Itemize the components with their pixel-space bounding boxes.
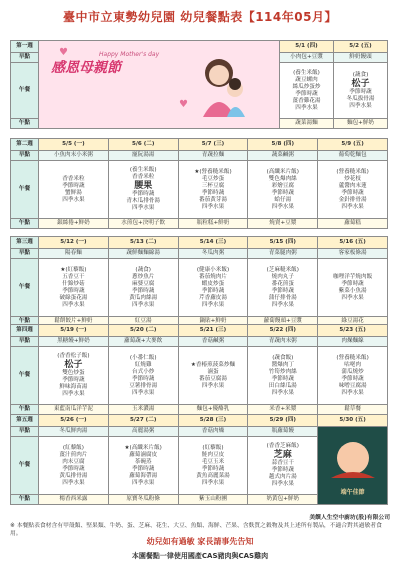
snack-cell: 冬瓜肉粥 bbox=[178, 249, 248, 259]
lunch-item: ★(高纖米片飯) bbox=[124, 444, 162, 451]
dragon-boat-illustration bbox=[325, 436, 381, 486]
lunch-item: 香香米粒 bbox=[132, 174, 155, 180]
snack-cell: 陽春麵 bbox=[39, 249, 109, 259]
row-label-snack: 早點 bbox=[11, 53, 39, 63]
lunch-item: 醬爆肉丁 bbox=[271, 361, 294, 368]
snack-cell: 青蔬肉末粥 bbox=[248, 337, 318, 347]
pm-snack-cell: 蘿蔔饅頭+豆漿 bbox=[248, 317, 318, 327]
lunch-item: 黃瓜排骨湯 bbox=[59, 472, 88, 479]
date-cell: 5/22 (四) bbox=[248, 325, 318, 337]
date-cell: 5/13 (二) bbox=[108, 237, 178, 249]
dragon-boat-picture bbox=[318, 427, 388, 505]
lunch-item: 松子 bbox=[351, 78, 370, 89]
snack-cell: 蔬菜鹹粥 bbox=[248, 151, 318, 161]
week-label: 第四週 bbox=[11, 325, 39, 337]
lunch-item: 蘆醬肉末蓮 bbox=[338, 182, 367, 189]
lunch-item: 松子 bbox=[64, 360, 83, 370]
lunch-item: (養生米飯) bbox=[293, 69, 320, 76]
lunch-item: 腰果 bbox=[134, 181, 153, 191]
festival-label: 端午佳節 bbox=[340, 488, 365, 496]
week-1-table bbox=[10, 40, 388, 129]
lunch-item: 季節時蔬 bbox=[341, 189, 364, 196]
pm-snack-cell: 東藍南瓜洋芋泥 bbox=[39, 405, 109, 415]
lunch-item: 季節時蔬 bbox=[132, 465, 155, 472]
week-label: 第五週 bbox=[11, 415, 39, 427]
lunch-item: 三杯豆腐 bbox=[201, 182, 225, 189]
lunch-cell bbox=[248, 347, 318, 405]
week-5-table bbox=[10, 414, 388, 505]
lunch-item: 青木瓜排骨湯 bbox=[126, 198, 160, 204]
lunch-item: 破綠蛋花湯 bbox=[59, 294, 88, 301]
lunch-item: 四季水果 bbox=[341, 203, 364, 210]
lunch-item: 香香米粒 bbox=[62, 175, 85, 182]
allergy-slogan: 幼兒如有過敏 家長請事先告知 bbox=[146, 537, 254, 546]
lunch-item: (紅藜飯) bbox=[202, 444, 224, 451]
snack-cell: 青菜腿肉粥 bbox=[248, 249, 318, 259]
lunch-item: 四季水果 bbox=[349, 102, 372, 109]
row-label-pm: 午點 bbox=[11, 219, 39, 229]
lunch-cell bbox=[39, 161, 109, 219]
lunch-item: (蔬食) bbox=[352, 71, 369, 78]
date-cell: 5/15 (四) bbox=[248, 237, 318, 249]
lunch-item: 季節時蔬 bbox=[201, 465, 225, 472]
lunch-item: 季節時蔬 bbox=[341, 280, 364, 287]
snack-cell: 瓶蘿蔔饅 bbox=[248, 427, 318, 437]
lunch-item: 蛤仔湯 bbox=[274, 196, 292, 203]
pm-snack-cell: 鍋貼+鮮奶 bbox=[178, 317, 248, 327]
date-cell: 5/19 (一) bbox=[39, 325, 109, 337]
lunch-item: 四季水果 bbox=[62, 196, 85, 203]
lunch-item: 蘿蔔滷腐皮 bbox=[129, 451, 158, 458]
lunch-item: (營養糙米飯) bbox=[336, 168, 369, 175]
lunch-item: 蒲瓜燒炒 bbox=[341, 368, 364, 375]
lunch-item: 四季水果 bbox=[271, 481, 294, 487]
lunch-item: (香香芝麻飯) bbox=[266, 443, 299, 449]
snack-cell: 黑糖饅+鮮奶 bbox=[39, 337, 109, 347]
pm-snack-cell: 鬆餅餃片+鮮奶 bbox=[39, 317, 109, 327]
pm-snack-cell: 玉米濃湯 bbox=[108, 405, 178, 415]
lunch-item: 四季水果 bbox=[271, 301, 294, 308]
lunch-item: 肉末豆腐 bbox=[62, 458, 85, 465]
date-cell: 5/6 (二) bbox=[108, 139, 178, 151]
lunch-item: 季節時蔬 bbox=[271, 467, 294, 473]
lunch-item: 蒜香豆干 bbox=[271, 460, 294, 466]
row-label-lunch: 午餐 bbox=[11, 161, 39, 219]
date-cell: 5/14 (三) bbox=[178, 237, 248, 249]
date-cell: 5/9 (五) bbox=[318, 139, 388, 151]
lunch-item: 燒肉丸子 bbox=[271, 273, 294, 280]
lunch-item: 台式小炒 bbox=[132, 368, 155, 375]
lunch-item: 四季水果 bbox=[62, 301, 85, 308]
lunch-item: 季節時蔬 bbox=[201, 287, 225, 294]
lunch-item: 番茄燒肉片 bbox=[199, 273, 227, 280]
snack-cell: 蔬鮮麵麵線湯 bbox=[108, 249, 178, 259]
lunch-cell bbox=[39, 437, 109, 495]
lunch-cell bbox=[178, 437, 248, 495]
lunch-item: 金針排骨湯 bbox=[338, 196, 367, 203]
lunch-item: (小番仁飯) bbox=[129, 354, 157, 361]
row-label-lunch: 午餐 bbox=[11, 347, 39, 405]
lunch-item: 季節時蔬 bbox=[62, 377, 85, 383]
lunch-item: 季節時蔬 bbox=[62, 182, 85, 189]
snack-cell: 小魚肉末小米粥 bbox=[39, 151, 109, 161]
lunch-item: 雙色炒蛋 bbox=[62, 370, 85, 376]
week-4-table bbox=[10, 324, 388, 415]
lunch-item: 四季水果 bbox=[132, 389, 155, 396]
pm-snack-cell: 瓶粒糕+鮮奶 bbox=[178, 219, 248, 229]
lunch-item: 田白絲瓜湯 bbox=[268, 382, 297, 389]
lunch-item: 季節時蔬 bbox=[295, 90, 318, 97]
lunch-cell bbox=[318, 161, 388, 219]
lunch-item: 季節時蔬 bbox=[271, 287, 294, 294]
date-cell: 5/7 (三) bbox=[178, 139, 248, 151]
lunch-item: 蘿蔔海帶湯 bbox=[129, 472, 158, 479]
lunch-item: 咕咾肉 bbox=[344, 361, 361, 368]
lunch-item: 季節時蔬 bbox=[132, 375, 155, 382]
lunch-item: 越式肉片湯 bbox=[268, 474, 297, 480]
lunch-item: 季節時蔬 bbox=[271, 189, 294, 196]
lunch-item: 紫菜小魚湯 bbox=[338, 287, 367, 294]
lunch-item: 四季水果 bbox=[201, 479, 225, 486]
lunch-item: 竹筍炒肉絲 bbox=[268, 368, 297, 375]
lunch-item: 季節時蔬 bbox=[132, 287, 155, 294]
lunch-cell bbox=[178, 161, 248, 219]
pm-snack-cell: 麵包+鮮奶 bbox=[334, 119, 388, 129]
snack-cell: 肉燥麵線 bbox=[318, 337, 388, 347]
page-title: 臺中市立東勢幼兒園 幼兒餐點表【114年05月】 bbox=[63, 10, 337, 24]
pm-snack-cell: 綠豆湯花 bbox=[318, 317, 388, 327]
lunch-item: 鮮味海苗湯 bbox=[59, 384, 88, 390]
lunch-cell bbox=[108, 347, 178, 405]
lunch-cell bbox=[248, 259, 318, 317]
row-label-pm: 午點 bbox=[11, 119, 39, 129]
lunch-item: 五香豆干 bbox=[62, 273, 85, 280]
lunch-item: 豆薯排骨湯 bbox=[129, 382, 158, 389]
lunch-item: 毛豆炒蛋 bbox=[201, 175, 225, 182]
lunch-item: 四季水果 bbox=[62, 479, 85, 486]
lunch-item: 四季水果 bbox=[132, 301, 155, 308]
snack-cell: 香菇肉燥 bbox=[178, 427, 248, 437]
week-3-table bbox=[10, 236, 388, 327]
lunch-item: 蔥炒魚片 bbox=[132, 273, 155, 280]
snack-cell: 蘿蔔蔬+大麥飲 bbox=[108, 337, 178, 347]
lunch-item: 四季水果 bbox=[132, 479, 155, 486]
lunch-item: 麻婆豆腐 bbox=[132, 280, 155, 287]
lunch-cell bbox=[39, 347, 109, 405]
lunch-cell bbox=[108, 259, 178, 317]
mother-child-illustration bbox=[189, 47, 259, 117]
lunch-item: 季節時蔬 bbox=[349, 88, 372, 95]
lunch-cell bbox=[108, 437, 178, 495]
snack-cell: 青蔬拉麵 bbox=[178, 151, 248, 161]
heart-icon: ♥ bbox=[179, 99, 188, 110]
pm-snack-cell: 奶黃包+鮮奶 bbox=[248, 495, 318, 505]
lunch-item: 蔬豆螺肉 bbox=[295, 76, 318, 83]
row-label-pm: 午點 bbox=[11, 495, 39, 505]
row-label-pm: 午點 bbox=[11, 317, 39, 327]
lunch-item: 紅燒雞 bbox=[134, 361, 152, 368]
row-label-snack: 早點 bbox=[11, 337, 39, 347]
lunch-item: (養生米飯) bbox=[129, 167, 157, 173]
lunch-cell bbox=[178, 259, 248, 317]
pm-snack-cell: 蔬菜湯麵 bbox=[280, 119, 334, 129]
lunch-item: 季節時蔬 bbox=[201, 189, 225, 196]
row-label-pm: 午點 bbox=[11, 405, 39, 415]
lunch-item: 四季水果 bbox=[201, 382, 225, 389]
lunch-item: 黃魚高麗菜湯 bbox=[196, 472, 230, 479]
lunch-item: ★香椿煎菠菜炒麵 bbox=[190, 361, 236, 368]
lunch-item: (紅藜飯) bbox=[62, 444, 84, 451]
lunch-cell bbox=[178, 347, 248, 405]
lunch-item: 四季水果 bbox=[62, 391, 85, 397]
date-cell: 5/8 (四) bbox=[248, 139, 318, 151]
snack-cell: 香菇鹹粥 bbox=[178, 337, 248, 347]
lunch-item: 季節時蔬 bbox=[341, 375, 364, 382]
lunch-item: ★(營養糙米飯) bbox=[194, 168, 232, 175]
lunch-item: ★(紅藜飯) bbox=[60, 266, 87, 273]
lunch-cell bbox=[248, 161, 318, 219]
lunch-item: 鮭肉豆皮 bbox=[201, 451, 225, 458]
row-label-snack: 早點 bbox=[11, 427, 39, 437]
date-cell: 5/1 (四) bbox=[280, 41, 334, 53]
banner-title: 感恩母親節 bbox=[51, 60, 121, 76]
lunch-item: 黃瓜肉絲湯 bbox=[129, 294, 158, 301]
lunch-item: 蟹鮮湯 bbox=[65, 189, 82, 196]
lunch-item: 季節時蔬 bbox=[132, 191, 155, 197]
lunch-item: 味噌豆腐湯 bbox=[338, 382, 367, 389]
pm-snack-cell: 燒賣+豆漿 bbox=[248, 219, 318, 229]
pm-snack-cell: 銀絲捲+鮮奶 bbox=[39, 219, 109, 229]
banner-subtitle: Happy Mother's day bbox=[99, 51, 160, 58]
snack-cell: 小肉包+豆漿 bbox=[280, 53, 334, 63]
date-cell: 5/26 (一) bbox=[39, 415, 109, 427]
lunch-cell bbox=[318, 347, 388, 405]
lunch-item: 什錦炒菇 bbox=[62, 280, 85, 287]
week-label: 第二週 bbox=[11, 139, 39, 151]
date-cell: 5/16 (五) bbox=[318, 237, 388, 249]
lunch-item: (營養糙米飯) bbox=[336, 354, 369, 361]
pm-snack-cell: 楊香西米露 bbox=[39, 495, 109, 505]
lunch-item: 薑香雞花湯 bbox=[292, 97, 321, 104]
pm-snack-cell: 鬆草餐 bbox=[318, 405, 388, 415]
date-cell: 5/2 (五) bbox=[334, 41, 388, 53]
week-2-table bbox=[10, 138, 388, 229]
snack-cell: 客家板條湯 bbox=[318, 249, 388, 259]
lunch-item: 雙色爆肉絲 bbox=[268, 175, 297, 182]
lunch-item: (蔬食飯) bbox=[272, 354, 294, 361]
week-label: 第一週 bbox=[11, 41, 39, 53]
mothers-day-banner bbox=[39, 41, 280, 129]
lunch-item: 蒲仔排骨湯 bbox=[268, 294, 297, 301]
lunch-item: 蝦皮炒蛋 bbox=[201, 280, 225, 287]
lunch-item: 四季水果 bbox=[341, 389, 364, 396]
lunch-item: 茶碗蒸 bbox=[134, 458, 152, 465]
lunch-item: 四季水果 bbox=[295, 104, 318, 111]
date-cell: 5/5 (一) bbox=[39, 139, 109, 151]
meat-statement: 本園餐點一律使用國產CAS豬肉與CAS雞肉 bbox=[131, 552, 269, 560]
pm-snack-cell: 水煎包+決明子飲 bbox=[108, 219, 178, 229]
lunch-cell bbox=[318, 259, 388, 317]
snack-cell: 寵阮湯湯 bbox=[108, 151, 178, 161]
lunch-item: 薑汁煎肉片 bbox=[59, 451, 88, 458]
lunch-item: (香香松子飯) bbox=[57, 353, 90, 359]
date-cell: 5/23 (五) bbox=[318, 325, 388, 337]
lunch-item: 番茄豆腐湯 bbox=[199, 375, 227, 382]
lunch-cell bbox=[248, 437, 318, 495]
row-label-lunch: 午餐 bbox=[11, 437, 39, 495]
lunch-item: 四季水果 bbox=[201, 203, 225, 210]
row-label-snack: 早點 bbox=[11, 249, 39, 259]
lunch-cell bbox=[334, 63, 388, 119]
lunch-item: (芝麻糙米飯) bbox=[266, 266, 299, 273]
lunch-item: 滷蛋 bbox=[207, 368, 219, 375]
lunch-cell bbox=[280, 63, 334, 119]
row-label-lunch: 午餐 bbox=[11, 63, 39, 119]
lunch-item: 季節時蔬 bbox=[62, 287, 85, 294]
pm-snack-cell: 麵包+優酪乳 bbox=[178, 405, 248, 415]
lunch-item: 彩燴豆腐 bbox=[271, 182, 294, 189]
week-label: 第三週 bbox=[11, 237, 39, 249]
snack-cell: 高麗湯粥 bbox=[108, 427, 178, 437]
date-cell: 5/28 (三) bbox=[178, 415, 248, 427]
date-cell: 5/12 (一) bbox=[39, 237, 109, 249]
lunch-item: 四季水果 bbox=[201, 301, 225, 308]
lunch-cell bbox=[39, 259, 109, 317]
lunch-item: 咖哩洋芋燒肉飯 bbox=[333, 273, 373, 280]
date-cell: 5/27 (二) bbox=[108, 415, 178, 427]
date-cell: 5/21 (三) bbox=[178, 325, 248, 337]
date-cell: 5/20 (二) bbox=[108, 325, 178, 337]
lunch-item: 季節時蔬 bbox=[271, 375, 294, 382]
snack-cell: 葡萄乾麵包 bbox=[318, 151, 388, 161]
lunch-item: (高纖米片飯) bbox=[266, 168, 299, 175]
pm-snack-cell: 紅豆湯 bbox=[108, 317, 178, 327]
lunch-item: 番花煎蛋 bbox=[271, 280, 294, 287]
lunch-item: 四季水果 bbox=[271, 389, 294, 396]
lunch-item: 季節時蔬 bbox=[62, 465, 85, 472]
pm-snack-cell: 紫玉山粉團 bbox=[178, 495, 248, 505]
lunch-item: 四季水果 bbox=[271, 203, 294, 210]
lunch-item: 炒花枝 bbox=[344, 175, 361, 182]
lunch-item: 四季水果 bbox=[341, 294, 364, 301]
lunch-item: 毛豆玉米 bbox=[201, 458, 225, 465]
lunch-item: (蔬食) bbox=[135, 266, 151, 273]
row-label-lunch: 午餐 bbox=[11, 259, 39, 317]
snack-cell: 冬瓜鮮肉湯 bbox=[39, 427, 109, 437]
lunch-item: 芝麻 bbox=[273, 450, 292, 460]
row-label-snack: 早點 bbox=[11, 151, 39, 161]
lunch-cell bbox=[108, 161, 178, 219]
date-cell: 5/29 (四) bbox=[248, 415, 318, 427]
pm-snack-cell: 原寶冬瓜粉條 bbox=[108, 495, 178, 505]
allergy-note: ※ 本餐點表食材含有甲殼類、堅果類、牛奶、蛋、芝麻、花生、大豆、魚類、海鮮、芒果、含麩質之穀物及其上述所有製品，不適合對其過敏者食用。 bbox=[10, 523, 382, 537]
lunch-item: 番茄黃芽湯 bbox=[199, 196, 227, 203]
heart-icon: ♥ bbox=[59, 47, 68, 58]
lunch-item: 四季水果 bbox=[132, 205, 155, 211]
lunch-item: 冬瓜拔骨湯 bbox=[346, 95, 375, 102]
pm-snack-cell: 米香+米漿 bbox=[248, 405, 318, 415]
snack-cell: 鮮奶饅頭 bbox=[334, 53, 388, 63]
pm-snack-cell: 蘿蔔糕 bbox=[318, 219, 388, 229]
lunch-item: 芹香蘿皮湯 bbox=[199, 294, 227, 301]
date-cell: 5/30 (五) bbox=[318, 415, 388, 427]
lunch-item: (健康小米飯) bbox=[196, 266, 230, 273]
supplier-text: 美饌人生空中廚坊(股)有限公司 bbox=[309, 515, 390, 521]
lunch-item: 絲瓜炒蛋炒 bbox=[292, 83, 321, 90]
